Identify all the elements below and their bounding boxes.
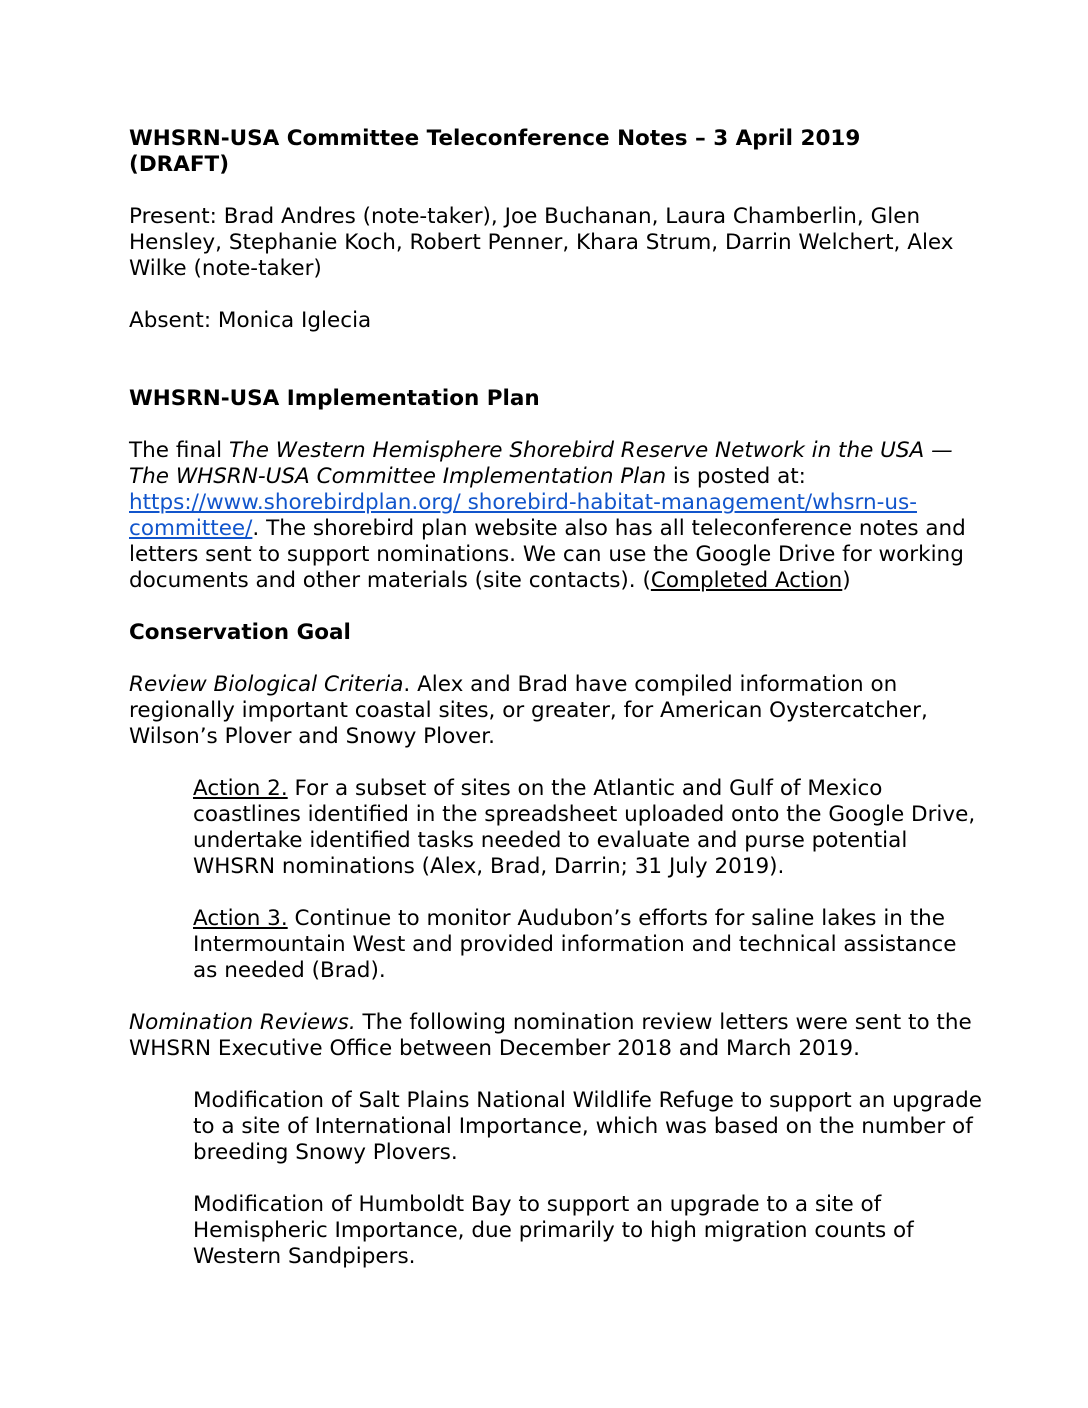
review-criteria-text: . Alex and Brad have compiled information on regionally important coastal sites, or greater, for American Oystercatcher, Wilson’s Plover and Snowy Plover. — [129, 672, 928, 749]
implementation-heading: WHSRN-USA Implementation Plan — [129, 386, 540, 411]
plan-title: The Western Hemisphere Shorebird Reserve Network in the USA — The WHSRN-USA Committee Implementation Plan — [129, 438, 953, 489]
conservation-heading: Conservation Goal — [129, 620, 351, 645]
action-text: For a subset of sites on the Atlantic and Gulf of Mexico coastlines identified in the spreadsheet uploaded onto the Google Drive, undertake identified tasks needed to evaluate and purse potential WHSRN nominations (Alex, Brad, Darrin; 31 July 2019). — [193, 776, 976, 879]
committee-page-link[interactable]: https://www.shorebirdplan.org/ shorebird-habitat-management/whsrn-us-committee/ — [129, 490, 917, 541]
nomination-reviews-label: Nomination Reviews. — [129, 1010, 356, 1035]
review-criteria-paragraph — [129, 672, 979, 750]
nomination-letter-item: Modification of Humboldt Bay to support an upgrade to a site of Hemispheric Importance, due primarily to high migration counts of Western Sandpipers. — [193, 1192, 914, 1269]
action-text: Continue to monitor Audubon’s efforts for saline lakes in the Intermountain West and provided information and technical assistance as needed (Brad). — [193, 906, 957, 983]
action-label: Action 2. — [193, 776, 288, 801]
document-title — [129, 126, 979, 178]
action-item — [193, 776, 983, 880]
implementation-paragraph — [129, 438, 979, 594]
attendees-absent: Absent: Monica Iglecia — [129, 308, 372, 333]
attendees-present: Present: Brad Andres (note-taker), Joe Buchanan, Laura Chamberlin, Glen Hensley, Stephanie Koch, Robert Penner, Khara Strum, Darrin Welchert, Alex Wilke (note-taker) — [129, 204, 954, 281]
implementation-closing: ) — [842, 568, 851, 593]
nomination-reviews-text: The following nomination review letters were sent to the WHSRN Executive Office between December 2018 and March 2019. — [129, 1010, 972, 1061]
title-line-1: WHSRN-USA Committee Teleconference Notes – 3 April 2019 — [129, 126, 861, 151]
review-criteria-label: Review Biological Criteria — [129, 672, 404, 697]
implementation-posted: is posted at: — [666, 464, 806, 489]
implementation-intro: The final — [129, 438, 229, 463]
implementation-details: . The shorebird plan website also has all teleconference notes and letters sent to support nominations. We can use the Google Drive for working documents and other materials (site contacts). ( — [129, 516, 966, 593]
nomination-reviews-paragraph — [129, 1010, 979, 1062]
action-label: Action 3. — [193, 906, 288, 931]
nomination-letter-item: Modification of Salt Plains National Wildlife Refuge to support an upgrade to a site of International Importance, which was based on the number of breeding Snowy Plovers. — [193, 1088, 982, 1165]
document-page — [129, 126, 982, 1296]
action-item — [193, 906, 983, 984]
completed-action-label: Completed Action — [650, 568, 843, 593]
title-line-2: (DRAFT) — [129, 152, 230, 177]
